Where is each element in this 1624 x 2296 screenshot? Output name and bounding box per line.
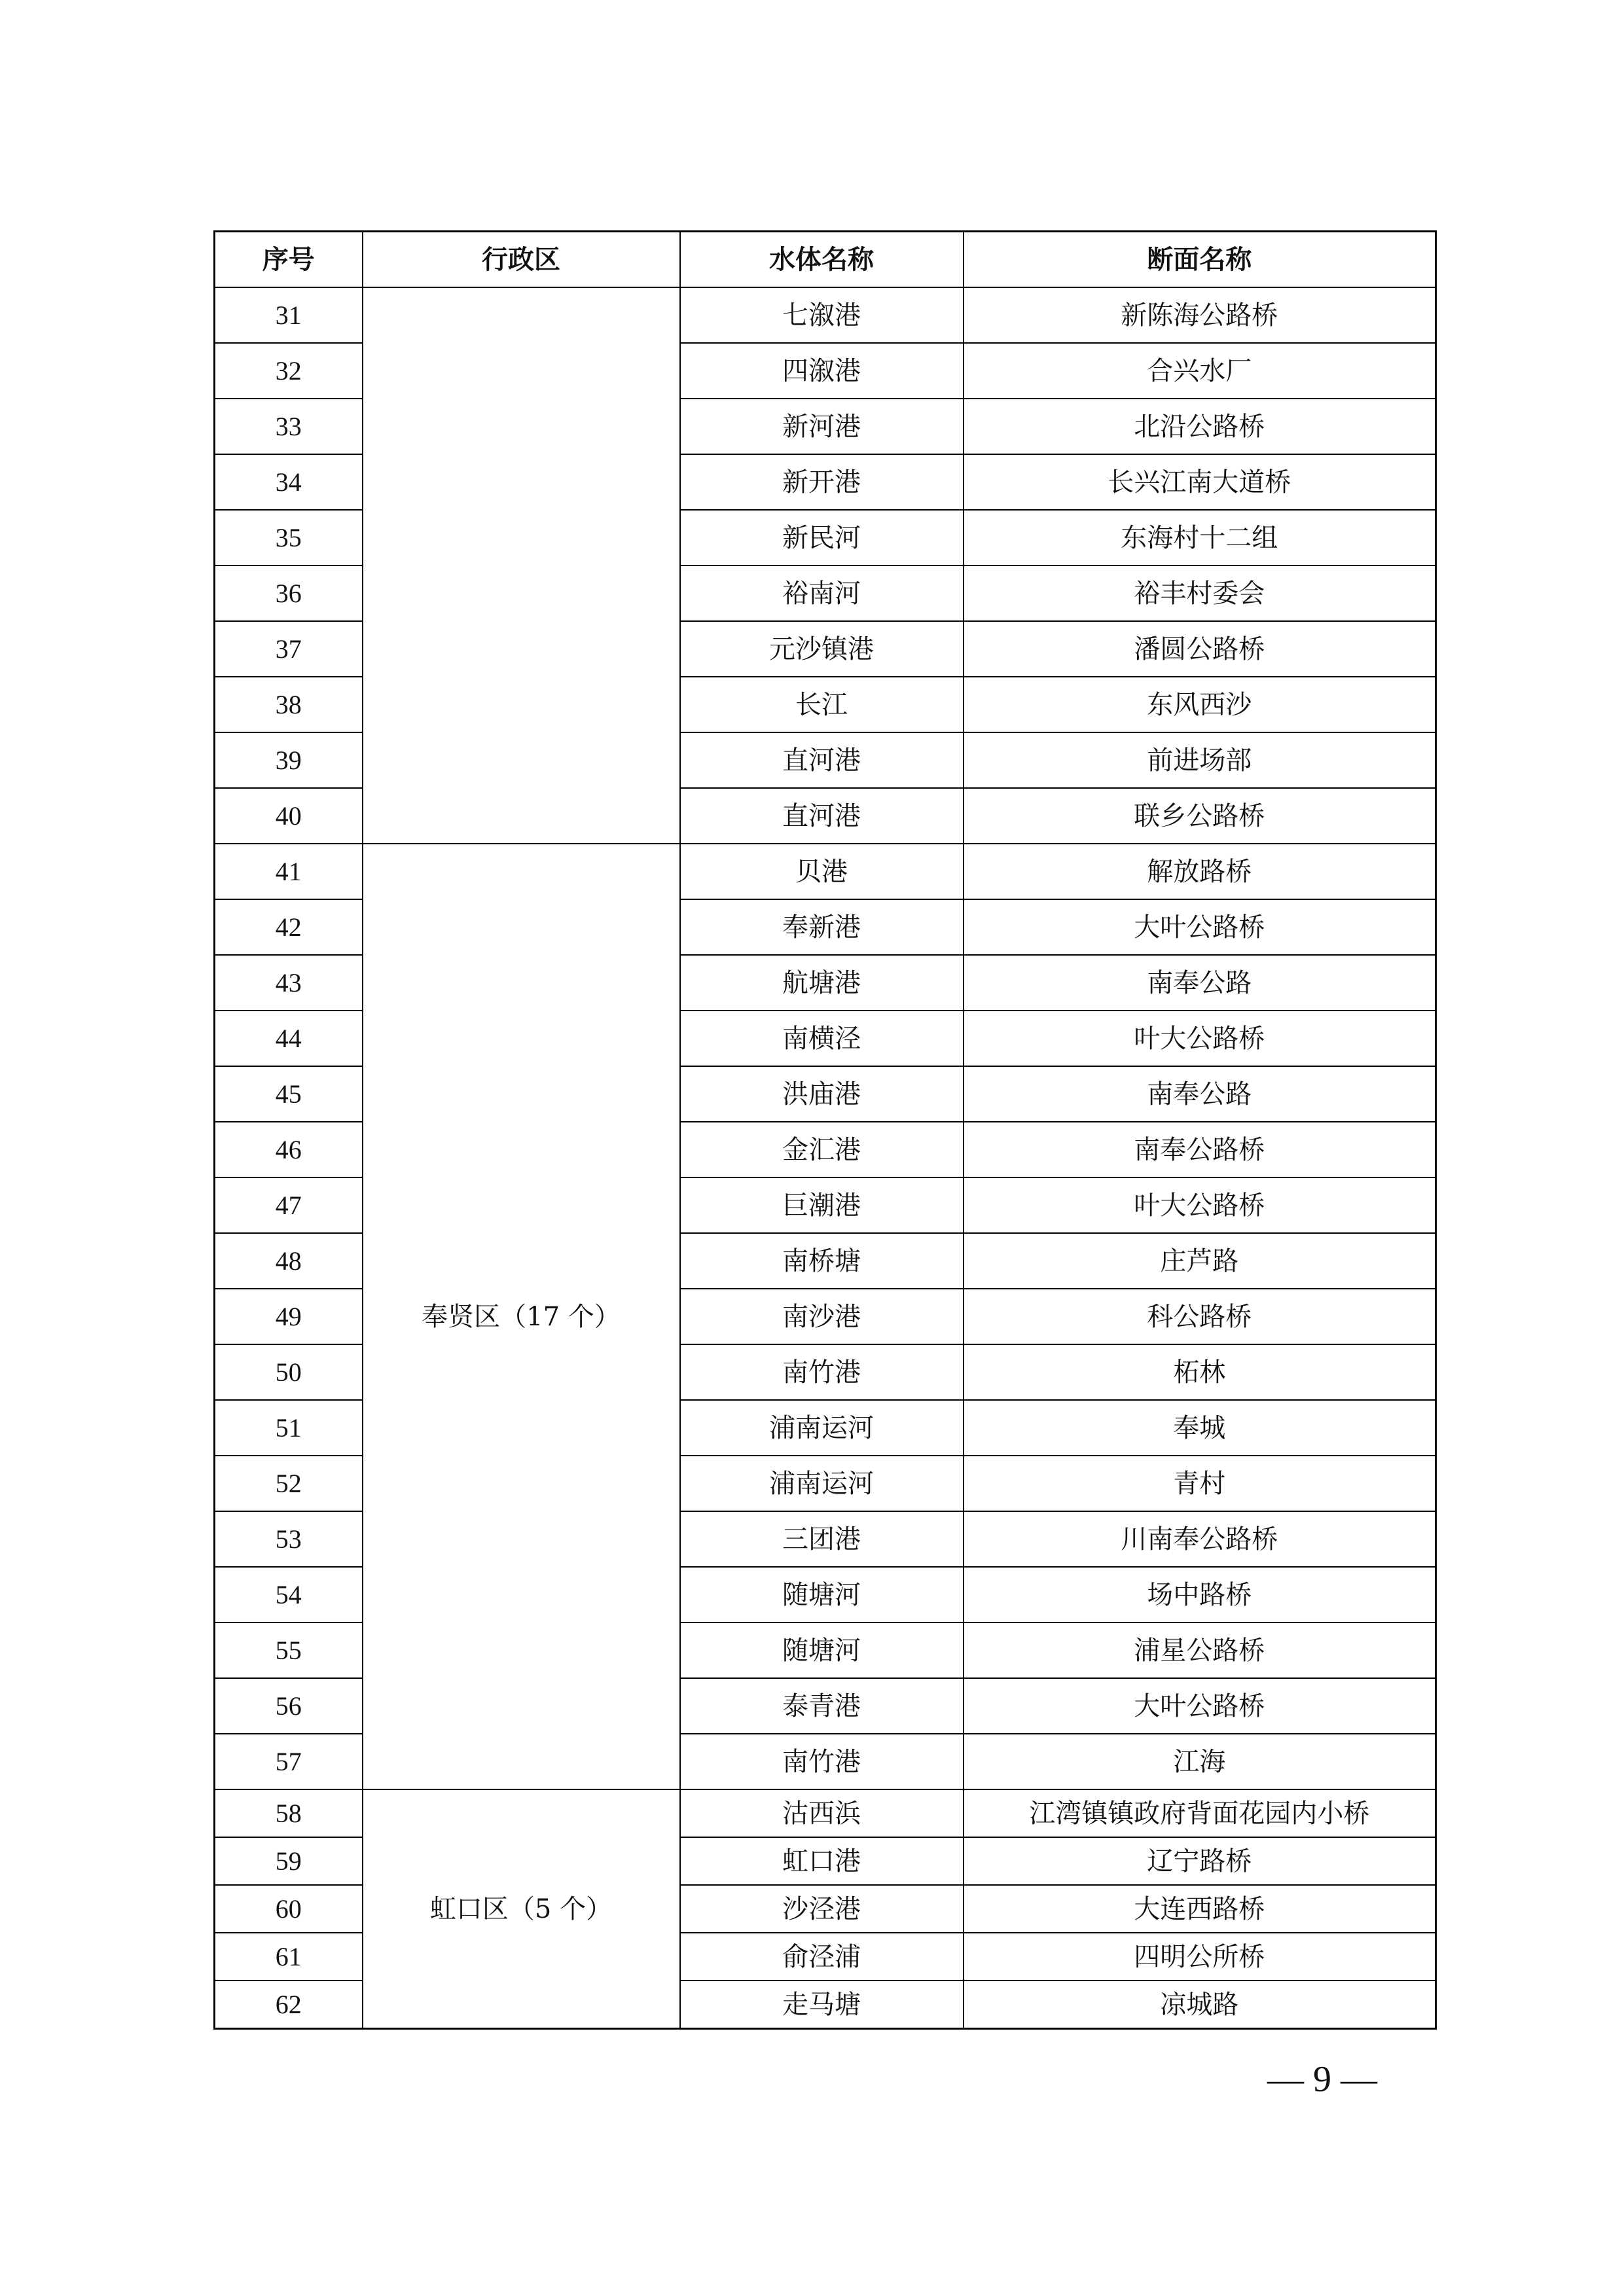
cell-section: 南奉公路	[964, 955, 1436, 1011]
cell-water-body: 新河港	[680, 399, 964, 454]
cell-water-body: 走马塘	[680, 1981, 964, 2029]
cell-water-body: 南桥塘	[680, 1233, 964, 1289]
cell-section: 北沿公路桥	[964, 399, 1436, 454]
cell-section: 合兴水厂	[964, 343, 1436, 399]
cell-water-body: 俞泾浦	[680, 1933, 964, 1981]
cell-district	[363, 287, 680, 844]
cell-no: 40	[215, 788, 363, 844]
cell-section: 前进场部	[964, 732, 1436, 788]
cell-section: 大叶公路桥	[964, 899, 1436, 955]
cell-no: 61	[215, 1933, 363, 1981]
cell-no: 43	[215, 955, 363, 1011]
cell-section: 潘圆公路桥	[964, 621, 1436, 677]
cell-water-body: 虹口港	[680, 1837, 964, 1885]
table-row	[215, 287, 1436, 343]
header-water-body: 水体名称	[680, 232, 964, 288]
header-district: 行政区	[363, 232, 680, 288]
cell-section: 科公路桥	[964, 1289, 1436, 1344]
cell-no: 53	[215, 1511, 363, 1567]
cell-water-body: 浦南运河	[680, 1400, 964, 1456]
cell-no: 50	[215, 1344, 363, 1400]
cell-water-body: 随塘河	[680, 1623, 964, 1678]
table-body	[215, 287, 1436, 2029]
cell-water-body: 直河港	[680, 788, 964, 844]
cell-district: 虹口区（5 个）	[363, 1789, 680, 2029]
table-row	[215, 844, 1436, 899]
cell-no: 39	[215, 732, 363, 788]
cell-water-body: 随塘河	[680, 1567, 964, 1623]
cell-no: 46	[215, 1122, 363, 1177]
cell-water-body: 南竹港	[680, 1344, 964, 1400]
cell-section: 大连西路桥	[964, 1885, 1436, 1933]
cell-water-body: 泰青港	[680, 1678, 964, 1734]
cell-water-body: 元沙镇港	[680, 621, 964, 677]
cell-water-body: 航塘港	[680, 955, 964, 1011]
cell-section: 奉城	[964, 1400, 1436, 1456]
cell-section: 联乡公路桥	[964, 788, 1436, 844]
cell-no: 44	[215, 1011, 363, 1066]
cell-section: 柘林	[964, 1344, 1436, 1400]
cell-section: 长兴江南大道桥	[964, 454, 1436, 510]
cell-water-body: 巨潮港	[680, 1177, 964, 1233]
cell-water-body: 沙泾港	[680, 1885, 964, 1933]
cell-water-body: 南竹港	[680, 1734, 964, 1789]
cell-no: 54	[215, 1567, 363, 1623]
cell-water-body: 七溆港	[680, 287, 964, 343]
cell-no: 45	[215, 1066, 363, 1122]
cell-section: 东海村十二组	[964, 510, 1436, 565]
cell-water-body: 浦南运河	[680, 1456, 964, 1511]
cell-water-body: 洪庙港	[680, 1066, 964, 1122]
cell-section: 叶大公路桥	[964, 1177, 1436, 1233]
cell-no: 41	[215, 844, 363, 899]
cell-no: 62	[215, 1981, 363, 2029]
cell-section: 东风西沙	[964, 677, 1436, 732]
cell-no: 60	[215, 1885, 363, 1933]
cell-section: 南奉公路	[964, 1066, 1436, 1122]
cell-section: 裕丰村委会	[964, 565, 1436, 621]
page-number: — 9 —	[1267, 2059, 1377, 2100]
cell-section: 凉城路	[964, 1981, 1436, 2029]
cell-no: 42	[215, 899, 363, 955]
cell-water-body: 直河港	[680, 732, 964, 788]
cell-water-body: 四溆港	[680, 343, 964, 399]
cell-water-body: 沽西浜	[680, 1789, 964, 1837]
cell-section: 辽宁路桥	[964, 1837, 1436, 1885]
cell-no: 38	[215, 677, 363, 732]
cell-no: 59	[215, 1837, 363, 1885]
cell-section: 江湾镇镇政府背面花园内小桥	[964, 1789, 1436, 1837]
cell-section: 新陈海公路桥	[964, 287, 1436, 343]
cell-section: 川南奉公路桥	[964, 1511, 1436, 1567]
cell-no: 56	[215, 1678, 363, 1734]
cell-no: 57	[215, 1734, 363, 1789]
cell-no: 31	[215, 287, 363, 343]
cell-section: 大叶公路桥	[964, 1678, 1436, 1734]
cell-water-body: 新民河	[680, 510, 964, 565]
header-section: 断面名称	[964, 232, 1436, 288]
cell-water-body: 南横泾	[680, 1011, 964, 1066]
cell-water-body: 新开港	[680, 454, 964, 510]
cell-water-body: 三团港	[680, 1511, 964, 1567]
header-no: 序号	[215, 232, 363, 288]
cell-water-body: 南沙港	[680, 1289, 964, 1344]
cell-no: 52	[215, 1456, 363, 1511]
cell-section: 四明公所桥	[964, 1933, 1436, 1981]
cell-no: 32	[215, 343, 363, 399]
monitoring-sections-table	[213, 230, 1437, 2030]
cell-water-body: 裕南河	[680, 565, 964, 621]
cell-water-body: 长江	[680, 677, 964, 732]
cell-section: 庄芦路	[964, 1233, 1436, 1289]
cell-no: 58	[215, 1789, 363, 1837]
cell-no: 36	[215, 565, 363, 621]
cell-water-body: 奉新港	[680, 899, 964, 955]
cell-section: 叶大公路桥	[964, 1011, 1436, 1066]
cell-no: 55	[215, 1623, 363, 1678]
cell-water-body: 贝港	[680, 844, 964, 899]
cell-no: 35	[215, 510, 363, 565]
cell-no: 49	[215, 1289, 363, 1344]
cell-no: 47	[215, 1177, 363, 1233]
cell-section: 南奉公路桥	[964, 1122, 1436, 1177]
cell-section: 青村	[964, 1456, 1436, 1511]
cell-no: 34	[215, 454, 363, 510]
table-header-row	[215, 232, 1436, 288]
cell-section: 解放路桥	[964, 844, 1436, 899]
cell-section: 场中路桥	[964, 1567, 1436, 1623]
cell-section: 浦星公路桥	[964, 1623, 1436, 1678]
cell-no: 51	[215, 1400, 363, 1456]
cell-district: 奉贤区（17 个）	[363, 844, 680, 1789]
cell-section: 江海	[964, 1734, 1436, 1789]
cell-water-body: 金汇港	[680, 1122, 964, 1177]
cell-no: 33	[215, 399, 363, 454]
cell-no: 48	[215, 1233, 363, 1289]
cell-no: 37	[215, 621, 363, 677]
table-row	[215, 1789, 1436, 1837]
